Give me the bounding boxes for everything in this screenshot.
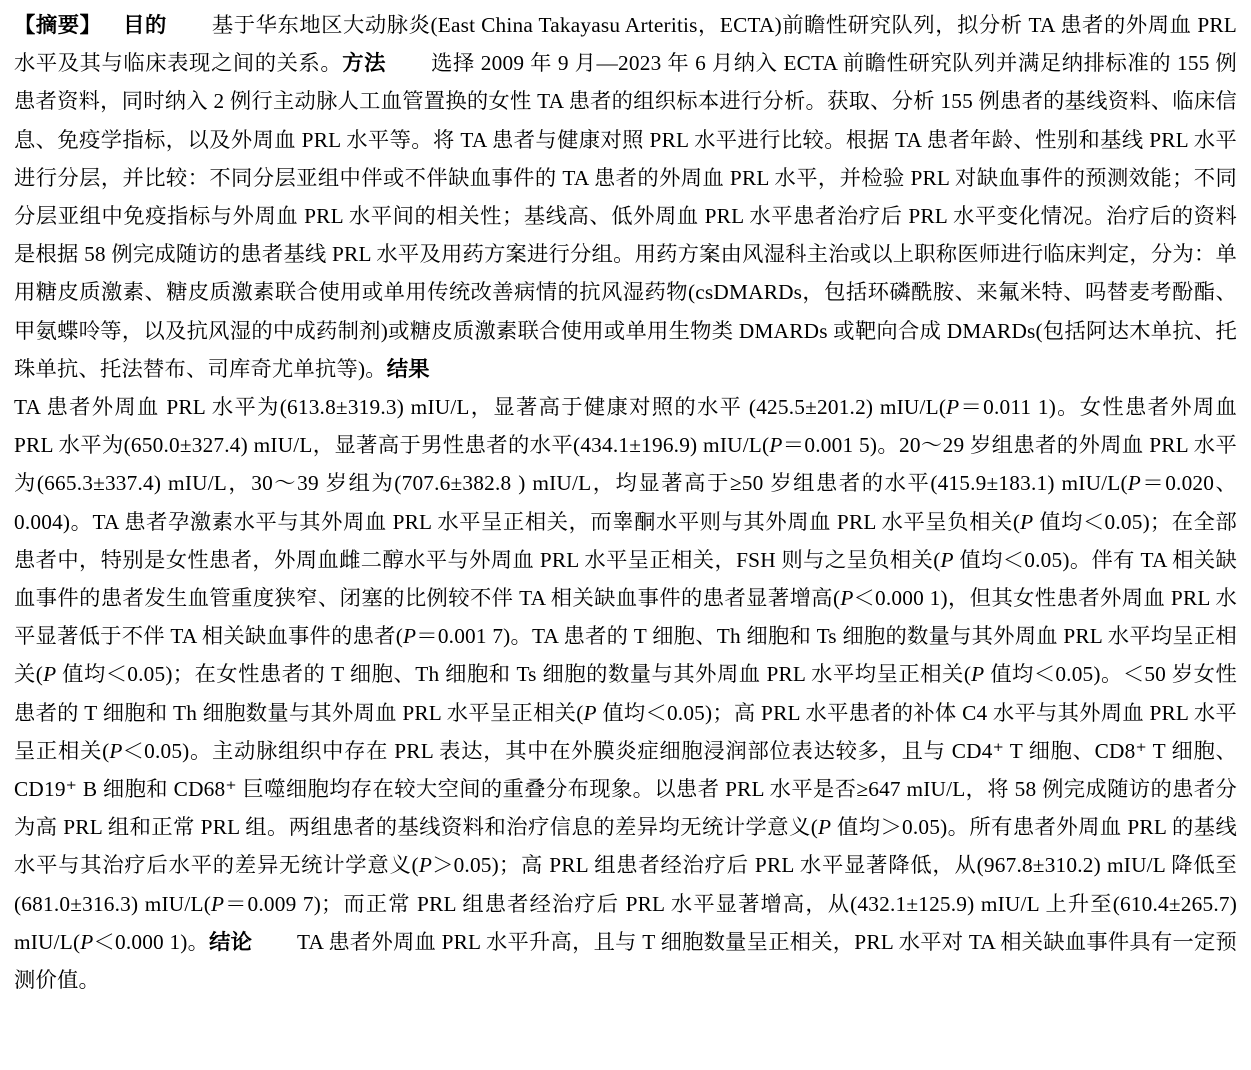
section-text-objective: 基于华东地区大动脉炎(East China Takayasu Arteritis，ECTA)前瞻性研究队列，拟分析 TA 患者的外周血 PRL 水平及其与临床表现之间的关系。 (14, 13, 1237, 76)
section-text-methods: 选择 2009 年 9 月—2023 年 6 月纳入 ECTA 前瞻性研究队列并满足纳排标准的 155 例患者资料，同时纳入 2 例行主动脉人工血管置换的女性 TA 患者的组织标本进行分析。获取、分析 155 例患者的基线资料、临床信息、免疫学指标，以及外周血 PRL 水平等。将 TA 患者与健康对照 PRL 水平进行比较。根据 TA 患者年龄、性别和基线 PRL 水平进行分层，并比较：不同分层亚组中伴或不伴缺血事件的 TA 患者的外周血 PRL 水平，并检验 PRL 对缺血事件的预测效能；不同分层亚组中免疫指标与外周血 PRL 水平间的相关性；基线高、低外周血 PRL 水平患者治疗后 PRL 水平变化情况。治疗后的资料是根据 58 例完成随访的患者基线 PRL 水平及用药方案进行分组。用药方案由风湿科主治或以上职称医师进行临床判定，分为：单用糖皮质激素、糖皮质激素联合使用或单用传统改善病情的抗风湿药物(csDMARDs，包括环磷酰胺、来氟米特、吗替麦考酚酯、甲氨蝶呤等，以及抗风湿的中成药制剂)或糖皮质激素联合使用或单用生物类 DMARDs 或靶向合成 DMARDs(包括阿达木单抗、托珠单抗、托法替布、司库奇尤单抗等)。 (14, 51, 1237, 381)
section-heading-results: 结果 (386, 356, 430, 381)
section-heading-conclusion: 结论 (209, 929, 253, 954)
section-text-results: TA 患者外周血 PRL 水平为(613.8±319.3) mIU/L，显著高于健康对照的水平 (425.5±201.2) mIU/L(P＝0.011 1)。女性患者外周血 PRL 水平为(650.0±327.4) mIU/L，显著高于男性患者的水平(434.1±196.9) mIU/L(P＝0.001 5)。20～29 岁组患者的外周血 PRL 水平为(665.3±337.4) mIU/L，30～39 岁组为(707.6±382.8 ) mIU/L，均显著高于≥50 岁组患者的水平(415.9±183.1) mIU/L(P＝0.020、0.004)。TA 患者孕激素水平与其外周血 PRL 水平呈正相关，而睾酮水平则与其外周血 PRL 水平呈负相关(P 值均＜0.05)；在全部患者中，特别是女性患者，外周血雌二醇水平与外周血 PRL 水平呈正相关，FSH 则与之呈负相关(P 值均＜0.05)。伴有 TA 相关缺血事件的患者发生血管重度狭窄、闭塞的比例较不伴 TA 相关缺血事件的患者显著增高(P＜0.000 1)，但其女性患者外周血 PRL 水平显著低于不伴 TA 相关缺血事件的患者(P＝0.001 7)。TA 患者的 T 细胞、Th 细胞和 Ts 细胞的数量与其外周血 PRL 水平均呈正相关(P 值均＜0.05)；在女性患者的 T 细胞、Th 细胞和 Ts 细胞的数量与其外周血 PRL 水平均呈正相关(P 值均＜0.05)。＜50 岁女性患者的 T 细胞和 Th 细胞数量与其外周血 PRL 水平呈正相关(P 值均＜0.05)；高 PRL 水平患者的补体 C4 水平与其外周血 PRL 水平呈正相关(P＜0.05)。主动脉组织中存在 PRL 表达，其中在外膜炎症细胞浸润部位表达较多，且与 CD4⁺ T 细胞、CD8⁺ T 细胞、CD19⁺ B 细胞和 CD68⁺ 巨噬细胞均存在较大空间的重叠分布现象。以患者 PRL 水平是否≥647 mIU/L，将 58 例完成随访的患者分为高 PRL 组和正常 PRL 组。两组患者的基线资料和治疗信息的差异均无统计学意义(P 值均＞0.05)。所有患者外周血 PRL 的基线水平与其治疗后水平的差异无统计学意义(P＞0.05)；高 PRL 组患者经治疗后 PRL 水平显著降低，从(967.8±310.2) mIU/L 降低至(681.0±316.3) mIU/L(P＝0.009 7)；而正常 PRL 组患者经治疗后 PRL 水平显著增高，从(432.1±125.9) mIU/L 上升至(610.4±265.7) mIU/L(P＜0.000 1)。 (14, 395, 1238, 954)
abstract-label: 【摘要】 (14, 13, 102, 37)
section-heading-objective: 目的 (122, 13, 167, 37)
section-text-conclusion: TA 患者外周血 PRL 水平升高，且与 T 细胞数量呈正相关，PRL 水平对 TA 相关缺血事件具有一定预测价值。 (14, 929, 1238, 993)
abstract-body (14, 6, 1237, 999)
section-heading-methods: 方法 (342, 51, 387, 76)
